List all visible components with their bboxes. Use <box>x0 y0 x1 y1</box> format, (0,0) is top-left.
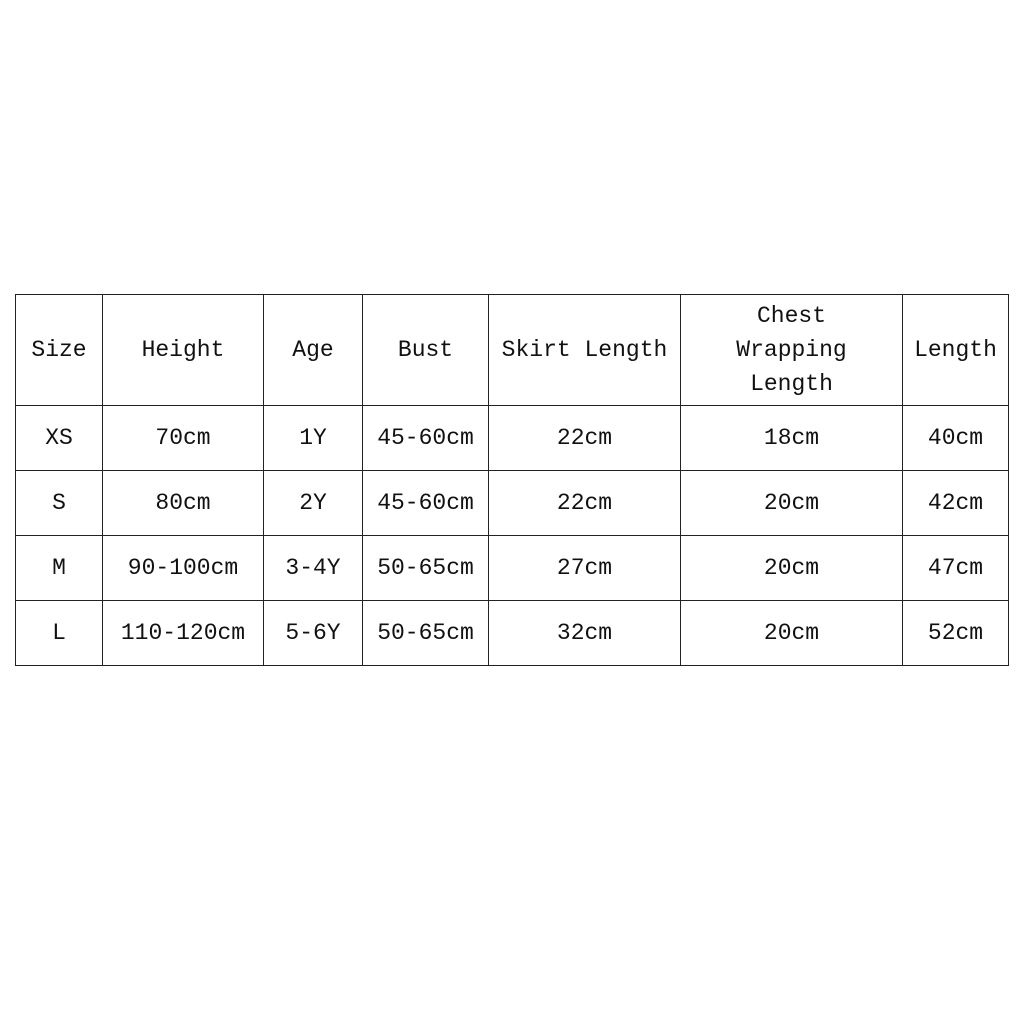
header-chest-wrapping-length: Chest Wrapping Length <box>681 295 903 406</box>
cell-bust: 50-65cm <box>363 536 489 601</box>
cell-chest-wrapping-length: 20cm <box>681 601 903 666</box>
cell-size: S <box>16 471 103 536</box>
cell-size: XS <box>16 406 103 471</box>
header-length: Length <box>903 295 1009 406</box>
cell-skirt-length: 27cm <box>489 536 681 601</box>
cell-chest-wrapping-length: 20cm <box>681 536 903 601</box>
table-row <box>16 406 1009 471</box>
cell-size: L <box>16 601 103 666</box>
cell-age: 5-6Y <box>264 601 363 666</box>
cell-length: 40cm <box>903 406 1009 471</box>
header-size: Size <box>16 295 103 406</box>
table-row <box>16 601 1009 666</box>
cell-height: 110-120cm <box>103 601 264 666</box>
header-row <box>16 295 1009 406</box>
cell-height: 90-100cm <box>103 536 264 601</box>
cell-bust: 45-60cm <box>363 471 489 536</box>
cell-chest-wrapping-length: 18cm <box>681 406 903 471</box>
cell-chest-wrapping-length: 20cm <box>681 471 903 536</box>
cell-size: M <box>16 536 103 601</box>
cell-skirt-length: 22cm <box>489 471 681 536</box>
header-bust: Bust <box>363 295 489 406</box>
cell-age: 2Y <box>264 471 363 536</box>
header-skirt-length: Skirt Length <box>489 295 681 406</box>
header-height: Height <box>103 295 264 406</box>
cell-age: 3-4Y <box>264 536 363 601</box>
cell-length: 47cm <box>903 536 1009 601</box>
cell-length: 52cm <box>903 601 1009 666</box>
cell-bust: 45-60cm <box>363 406 489 471</box>
table-row <box>16 471 1009 536</box>
table-row <box>16 536 1009 601</box>
cell-skirt-length: 22cm <box>489 406 681 471</box>
cell-length: 42cm <box>903 471 1009 536</box>
cell-height: 80cm <box>103 471 264 536</box>
cell-bust: 50-65cm <box>363 601 489 666</box>
size-chart-table <box>15 294 1009 666</box>
cell-age: 1Y <box>264 406 363 471</box>
header-age: Age <box>264 295 363 406</box>
cell-height: 70cm <box>103 406 264 471</box>
cell-skirt-length: 32cm <box>489 601 681 666</box>
